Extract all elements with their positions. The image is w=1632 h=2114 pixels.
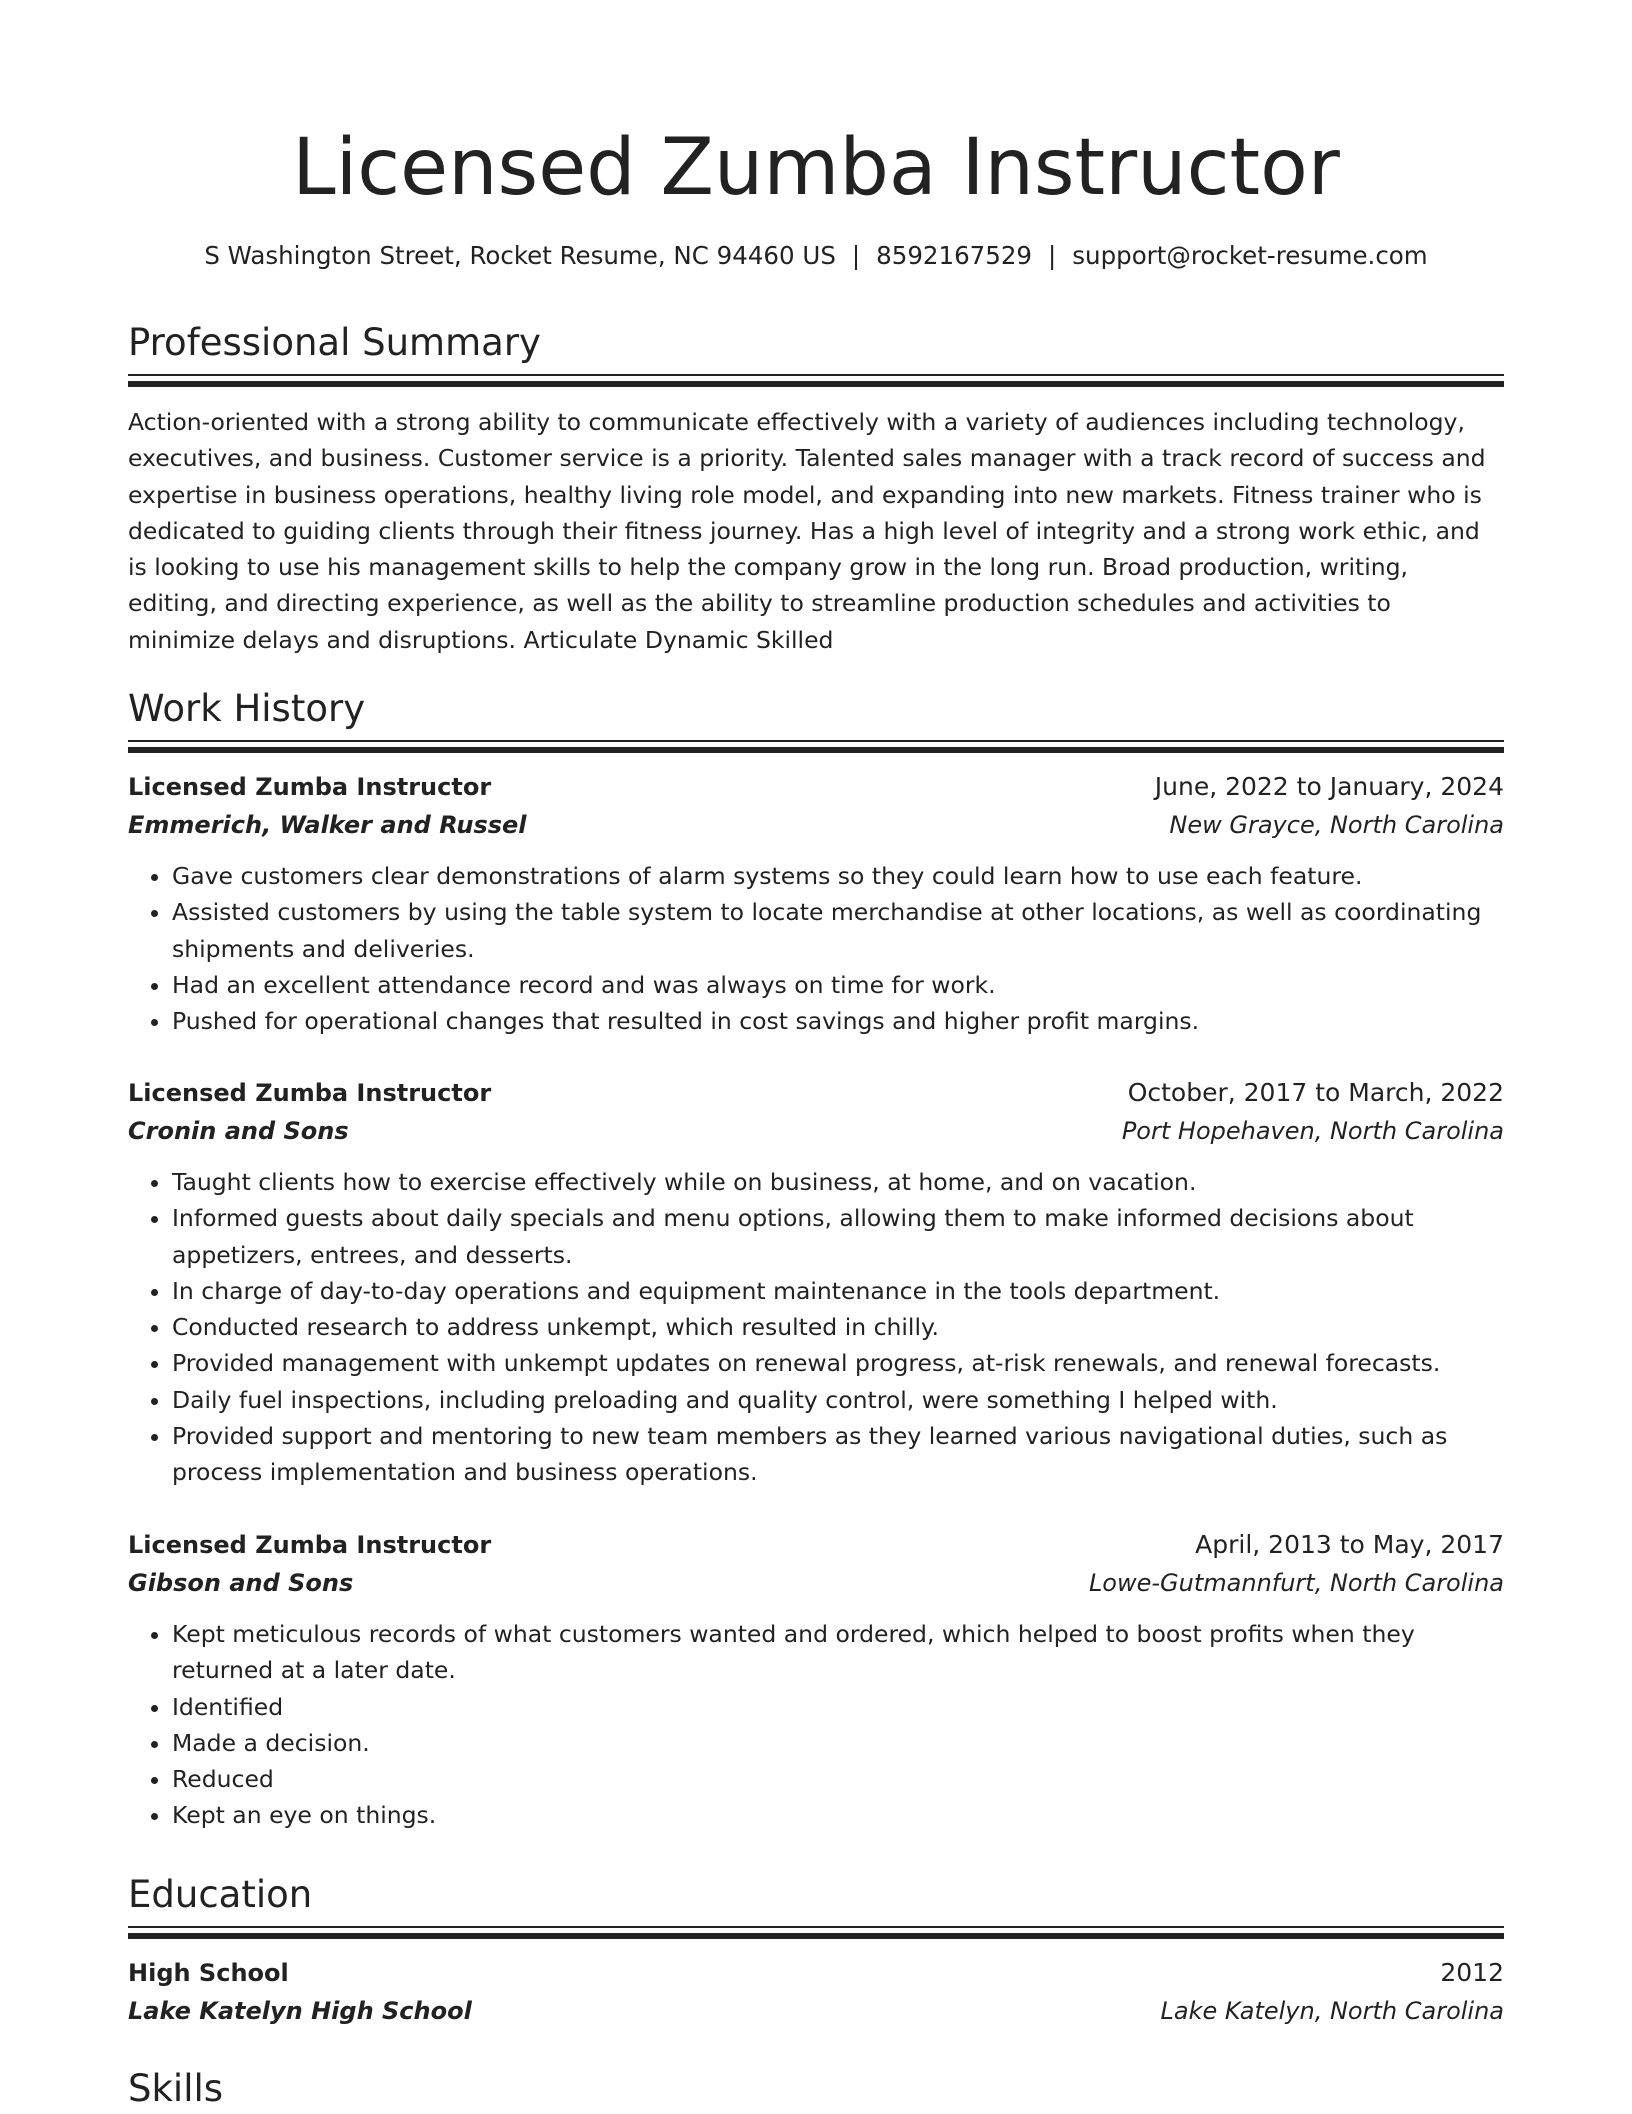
job-entry xyxy=(128,1074,1504,1491)
job-role: Licensed Zumba Instructor xyxy=(128,1531,492,1559)
job-bullets xyxy=(128,1616,1504,1834)
job-role: Licensed Zumba Instructor xyxy=(128,1079,492,1107)
job-bullet: • Provided management with unkempt updates on renewal progress, at-risk renewals, and renewal forecasts. xyxy=(172,1345,1504,1381)
contact-separator: | xyxy=(851,241,861,270)
job-company: Emmerich, Walker and Russel xyxy=(128,811,527,839)
section-rule xyxy=(128,1926,1504,1935)
job-bullet: • Kept meticulous records of what customers wanted and ordered, which helped to boost profits when they returned at a later date. xyxy=(172,1616,1504,1689)
contact-address: S Washington Street, Rocket Resume, NC 94460 US xyxy=(204,241,836,270)
contact-phone: 8592167529 xyxy=(876,241,1033,270)
job-header-row xyxy=(128,1074,1504,1112)
resume-title: Licensed Zumba Instructor xyxy=(292,123,1340,213)
job-bullet: • Assisted customers by using the table system to locate merchandise at other locations, as well as coordinating shipments and deliveries. xyxy=(172,894,1504,967)
education-school: Lake Katelyn High School xyxy=(128,1997,472,2025)
job-company: Gibson and Sons xyxy=(128,1569,354,1597)
job-company-row xyxy=(128,1564,1504,1602)
section-rule xyxy=(128,740,1504,749)
job-bullet: • Taught clients how to exercise effectively while on business, at home, and on vacation. xyxy=(172,1164,1504,1200)
job-company: Cronin and Sons xyxy=(128,1117,349,1145)
education-location: Lake Katelyn, North Carolina xyxy=(1160,1997,1504,2025)
education-degree: High School xyxy=(128,1959,289,1987)
education-year: 2012 xyxy=(1440,1958,1504,1987)
job-entry xyxy=(128,1526,1504,1834)
job-dates: June, 2022 to January, 2024 xyxy=(1154,772,1504,801)
job-bullet: • Reduced xyxy=(172,1761,1504,1797)
job-bullets xyxy=(128,858,1504,1039)
job-bullet: • Pushed for operational changes that resulted in cost savings and higher profit margins. xyxy=(172,1003,1504,1039)
job-location: Lowe-Gutmannfurt, North Carolina xyxy=(1088,1569,1504,1597)
section-title-summary: Professional Summary xyxy=(128,321,541,364)
section-title-work: Work History xyxy=(128,687,366,730)
education-entry xyxy=(128,1954,1504,2030)
contact-separator: | xyxy=(1048,241,1057,270)
job-bullet: • Conducted research to address unkempt, which resulted in chilly. xyxy=(172,1309,1504,1345)
job-header-row xyxy=(128,1526,1504,1564)
job-company-row xyxy=(128,1112,1504,1150)
job-bullet: • In charge of day-to-day operations and equipment maintenance in the tools department. xyxy=(172,1273,1504,1309)
job-entry xyxy=(128,768,1504,1039)
job-bullet: • Provided support and mentoring to new team members as they learned various navigational duties, such as process implementation and business operations. xyxy=(172,1418,1504,1491)
job-role: Licensed Zumba Instructor xyxy=(128,773,492,801)
summary-text: Action-oriented with a strong ability to communicate effectively with a variety of audiences including technology, executives, and business. Customer service is a priority. Talented sales manager with a track record of success and expertise in business operations, healthy living role model, and expanding into new markets. Fitness trainer who is dedicated to guiding clients through their fitness journey. Has a high level of integrity and a strong work ethic, and is looking to use his management skills to help the company grow in the long run. Broad production, writing, editing, and directing experience, as well as the ability to streamline production schedules and activities to minimize delays and disruptions. Articulate Dynamic Skilled xyxy=(128,408,1486,654)
education-header-row xyxy=(128,1954,1504,1992)
job-bullet: • Informed guests about daily specials and menu options, allowing them to make informed decisions about appetizers, entrees, and desserts. xyxy=(172,1200,1504,1273)
contact-line xyxy=(128,236,1504,276)
job-bullets xyxy=(128,1164,1504,1491)
contact-email: support@rocket-resume.com xyxy=(1072,241,1428,270)
job-bullet: • Gave customers clear demonstrations of alarm systems so they could learn how to use each feature. xyxy=(172,858,1504,894)
job-dates: October, 2017 to March, 2022 xyxy=(1127,1078,1504,1107)
job-dates: April, 2013 to May, 2017 xyxy=(1195,1530,1504,1559)
job-bullet: • Made a decision. xyxy=(172,1725,1504,1761)
job-header-row xyxy=(128,768,1504,806)
education-school-row xyxy=(128,1992,1504,2030)
section-title-skills: Skills xyxy=(128,2067,224,2110)
job-bullet: • Had an excellent attendance record and was always on time for work. xyxy=(172,967,1504,1003)
job-bullet: • Daily fuel inspections, including preloading and quality control, were something I helped with. xyxy=(172,1382,1504,1418)
job-location: Port Hopehaven, North Carolina xyxy=(1121,1117,1504,1145)
job-location: New Grayce, North Carolina xyxy=(1169,811,1504,839)
job-bullet: • Identified xyxy=(172,1689,1504,1725)
section-rule xyxy=(128,374,1504,383)
section-title-education: Education xyxy=(128,1873,313,1916)
job-bullet: • Kept an eye on things. xyxy=(172,1797,1504,1833)
job-company-row xyxy=(128,806,1504,844)
